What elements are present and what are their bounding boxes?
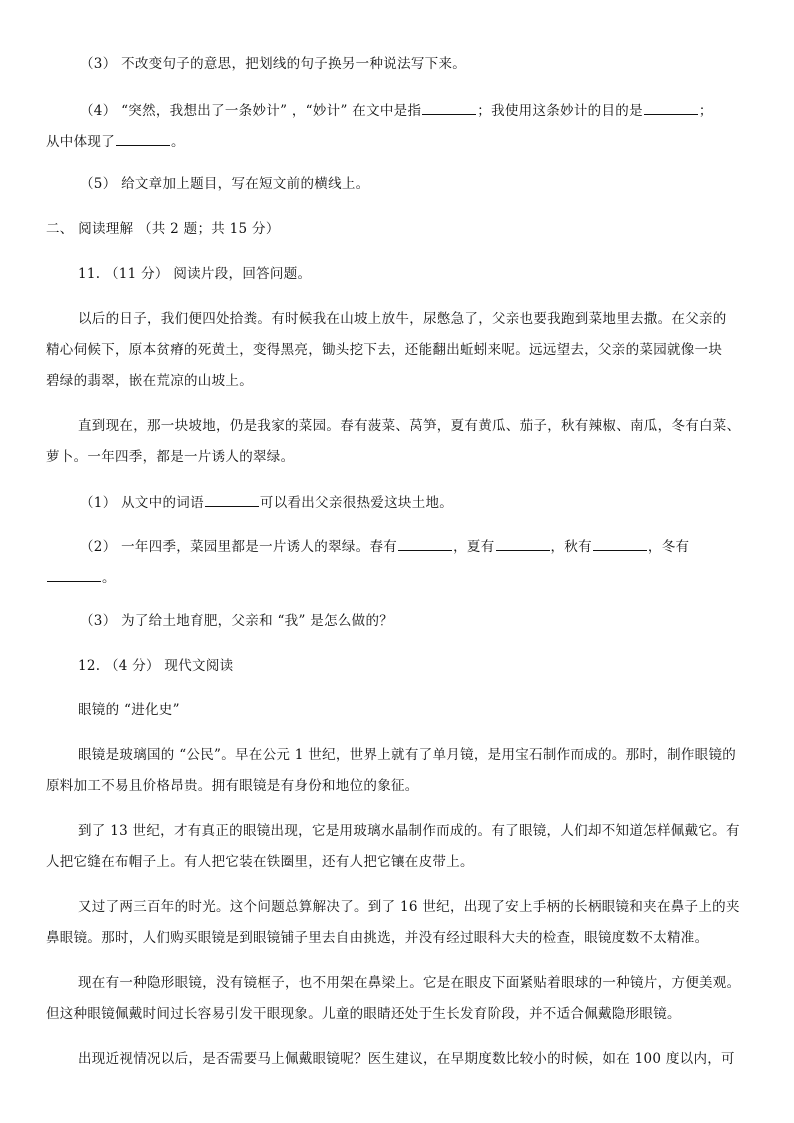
question-4-text-c: ； bbox=[698, 103, 713, 119]
sub-1-text-b: 可以看出父亲很热爱这块土地。 bbox=[259, 495, 454, 511]
passage-line: 到了 13 世纪，才有真正的眼镜出现，它是用玻璃水晶制作而成的。有了眼镜，人们却不知道怎样佩戴它。有 bbox=[78, 823, 740, 839]
answer-blank[interactable] bbox=[116, 131, 170, 146]
passage-line: 眼镜是玻璃国的 “公民”。早在公元 1 世纪，世界上就有了单月镜，是用宝石制作而成的。那时，制作眼镜的 bbox=[78, 747, 737, 763]
passage-line: 原料加工不易且价格昂贵。拥有眼镜是有身份和地位的象征。 bbox=[46, 778, 419, 794]
sub-1-text-a: （1） 从文中的词语 bbox=[80, 495, 204, 511]
sub-2-text-e: 。 bbox=[102, 570, 116, 586]
section-2-heading: 二、 阅读理解 （共 2 题；共 15 分） bbox=[46, 221, 280, 237]
answer-blank[interactable] bbox=[398, 536, 452, 551]
passage-line: 直到现在，那一块坡地，仍是我家的菜园。春有菠菜、莴笋，夏有黄瓜、茄子，秋有辣椒、南瓜，冬有白菜、 bbox=[78, 418, 741, 434]
passage-line: 人把它缝在布帽子上。有人把它装在铁圈里，还有人把它镶在皮带上。 bbox=[46, 854, 474, 870]
question-11-sub-3: （3） 为了给土地育肥，父亲和 “我” 是怎么做的？ bbox=[80, 613, 394, 629]
answer-blank[interactable] bbox=[47, 567, 101, 582]
answer-blank[interactable] bbox=[644, 100, 698, 115]
question-11-sub-2-cont bbox=[46, 567, 116, 588]
answer-blank[interactable] bbox=[205, 492, 259, 507]
question-12-heading: 12. （4 分） 现代文阅读 bbox=[78, 658, 234, 674]
sub-2-text-d: ，冬有 bbox=[647, 539, 690, 555]
passage-line: 鼻眼镜。那时，人们购买眼镜是到眼镜铺子里去自由挑选，并没有经过眼科大夫的检查，眼镜度数不太精准。 bbox=[46, 930, 709, 946]
answer-blank[interactable] bbox=[422, 100, 476, 115]
passage-line: 碧绿的翡翠，嵌在荒凉的山坡上。 bbox=[46, 373, 253, 389]
passage-line: 萝卜。一年四季，都是一片诱人的翠绿。 bbox=[46, 449, 295, 465]
passage-line: 以后的日子，我们便四处拾粪。有时候我在山坡上放牛，尿憋急了，父亲也要我跑到菜地里去撒。在父亲的 bbox=[78, 311, 727, 327]
sub-2-text-a: （2） 一年四季，菜园里都是一片诱人的翠绿。春有 bbox=[80, 539, 398, 555]
sub-2-text-b: ，夏有 bbox=[453, 539, 495, 555]
passage-line: 但这种眼镜佩戴时间过长容易引发干眼现象。儿童的眼睛还处于生长发育阶段，并不适合佩戴隐形眼镜。 bbox=[46, 1006, 681, 1022]
question-4-text-a: （4） “突然，我想出了一条妙计” ，“妙计” 在文中是指 bbox=[80, 103, 422, 119]
sub-2-text-c: ，秋有 bbox=[550, 539, 592, 555]
question-11-sub-1 bbox=[80, 492, 453, 513]
passage-title: 眼镜的 “进化史” bbox=[78, 702, 180, 718]
question-4-text-e: 。 bbox=[171, 134, 185, 150]
question-4-line-2 bbox=[46, 131, 185, 152]
passage-line: 出现近视情况以后，是否需要马上佩戴眼镜呢？医生建议，在早期度数比较小的时候，如在 100 度以内，可 bbox=[78, 1051, 735, 1067]
passage-line: 精心伺候下，原本贫瘠的死黄土，变得黑亮，锄头挖下去，还能翻出蚯蚓来呢。远远望去，父亲的菜园就像一块 bbox=[46, 342, 723, 358]
passage-line: 又过了两三百年的时光。这个问题总算解决了。到了 16 世纪，出现了安上手柄的长柄眼镜和夹在鼻子上的夹 bbox=[78, 899, 740, 915]
answer-blank[interactable] bbox=[496, 536, 550, 551]
question-4-line-1 bbox=[80, 100, 713, 121]
question-11-heading: 11. （11 分） 阅读片段，回答问题。 bbox=[78, 266, 312, 282]
question-5-title: （5） 给文章加上题目，写在短文前的横线上。 bbox=[80, 176, 370, 192]
question-3-rewrite: （3） 不改变句子的意思，把划线的句子换另一种说法写下来。 bbox=[80, 56, 467, 72]
question-4-text-b: ；我使用这条妙计的目的是 bbox=[477, 103, 643, 119]
question-4-text-d: 从中体现了 bbox=[46, 134, 115, 150]
passage-line: 现在有一种隐形眼镜，没有镜框子，也不用架在鼻梁上。它是在眼皮下面紧贴着眼球的一种镜片，方便美观。 bbox=[78, 975, 741, 991]
answer-blank[interactable] bbox=[593, 536, 647, 551]
question-11-sub-2 bbox=[80, 536, 689, 557]
